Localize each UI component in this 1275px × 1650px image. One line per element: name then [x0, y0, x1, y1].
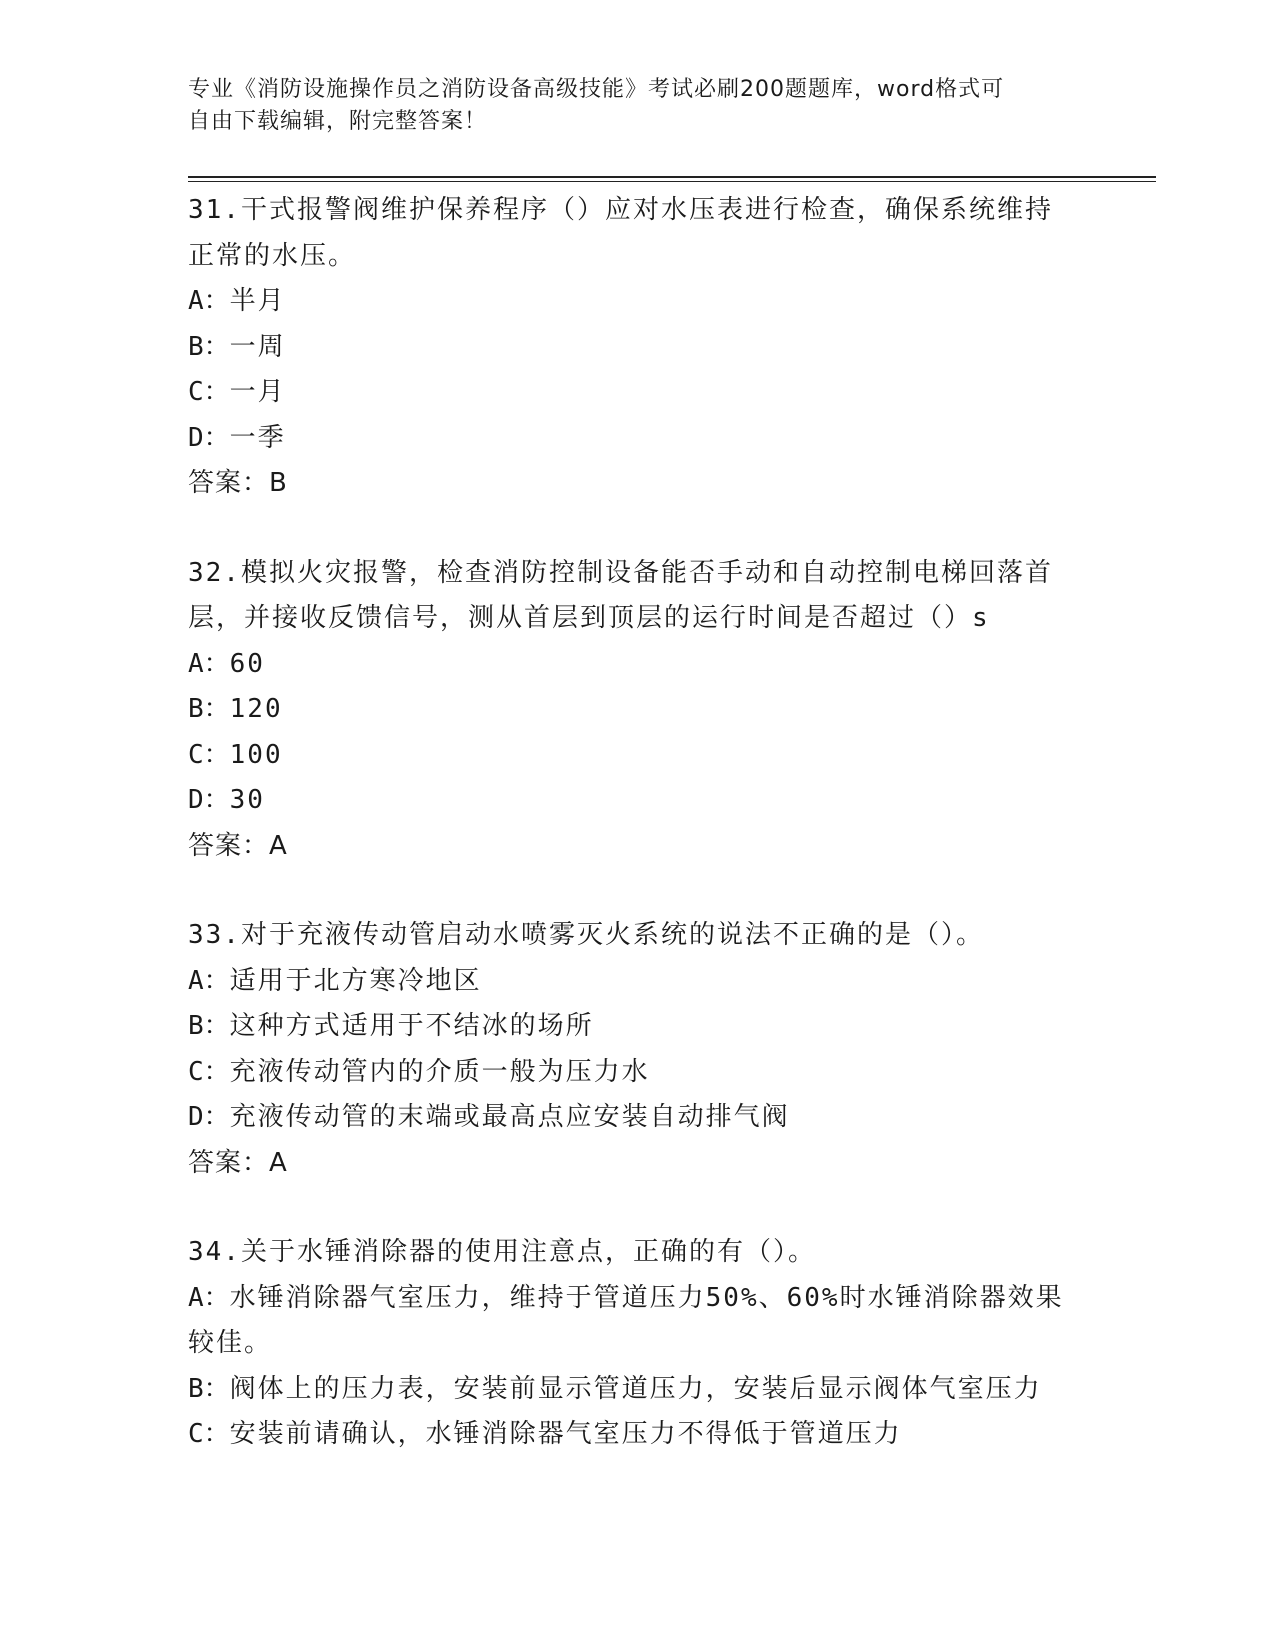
option-a [188, 279, 1088, 325]
option-key: D： [188, 422, 230, 453]
answer-line: 答案：B [188, 468, 288, 498]
question-stem-cont: 层，并接收反馈信号，测从首层到顶层的运行时间是否超过（）s [188, 603, 990, 633]
question-list [188, 188, 1088, 1502]
option-a [188, 1276, 1088, 1322]
option-key: B： [188, 694, 230, 724]
option-text: 一季 [229, 422, 286, 453]
question-stem: 33.对于充液传动管启动水喷雾灭火系统的说法不正确的是（）。 [188, 920, 984, 950]
option-text: 安装前请确认，水锤消除器气室压力不得低于管道压力 [229, 1419, 902, 1449]
option-text: 水锤消除器气室压力，维持于管道压力50%、60%时水锤消除器效果 [229, 1282, 1064, 1313]
answer-line: 答案：A [188, 830, 288, 861]
header-line-1: 专业《消防设施操作员之消防设备高级技能》考试必刷200题题库，word格式可 [188, 77, 1005, 102]
header-divider-thick [188, 176, 1156, 178]
option-text: 100 [229, 739, 283, 770]
option-c [188, 733, 1088, 779]
option-text: 60 [229, 648, 265, 679]
option-c [188, 1050, 1088, 1096]
question-32 [188, 551, 1088, 870]
option-d [188, 778, 1088, 824]
option-key: C： [188, 377, 230, 407]
option-d [188, 1095, 1088, 1141]
option-key: A： [188, 648, 230, 679]
option-a [188, 642, 1088, 688]
answer-line: 答案：A [188, 1147, 288, 1178]
option-text: 120 [229, 694, 283, 724]
option-key: A： [188, 965, 230, 996]
question-33 [188, 913, 1088, 1186]
option-text: 这种方式适用于不结冰的场所 [229, 1011, 594, 1041]
option-a [188, 959, 1088, 1005]
option-text: 充液传动管内的介质一般为压力水 [229, 1056, 650, 1087]
question-34 [188, 1230, 1088, 1458]
option-key: B： [188, 331, 230, 362]
option-key: C： [188, 1419, 230, 1449]
option-text: 半月 [229, 286, 286, 316]
option-key: B： [188, 1011, 230, 1041]
question-31 [188, 188, 1088, 507]
option-c [188, 370, 1088, 416]
option-b [188, 1004, 1088, 1050]
option-key: A： [188, 1282, 230, 1313]
option-d [188, 416, 1088, 462]
option-b [188, 325, 1088, 371]
option-a-cont: 较佳。 [188, 1328, 273, 1358]
option-text: 充液传动管的末端或最高点应安装自动排气阀 [229, 1102, 790, 1132]
option-text: 一月 [229, 377, 286, 407]
option-key: C： [188, 1056, 230, 1087]
question-stem-cont: 正常的水压。 [188, 240, 357, 271]
option-b [188, 1367, 1088, 1413]
question-stem: 31.干式报警阀维护保养程序（）应对水压表进行检查，确保系统维持 [188, 195, 1053, 225]
option-text: 一周 [229, 331, 286, 362]
option-b [188, 687, 1088, 733]
option-key: D： [188, 1102, 230, 1132]
option-key: B： [188, 1373, 230, 1404]
header-line-2: 自由下载编辑，附完整答案！ [188, 109, 488, 134]
document-header [188, 74, 1088, 138]
option-text: 阀体上的压力表，安装前显示管道压力，安装后显示阀体气室压力 [229, 1373, 1042, 1404]
option-text: 适用于北方寒冷地区 [229, 965, 482, 996]
option-key: A： [188, 286, 230, 316]
option-key: C： [188, 739, 230, 770]
header-divider-thin [188, 181, 1156, 182]
question-stem: 34.关于水锤消除器的使用注意点，正确的有（）。 [188, 1237, 816, 1267]
option-text: 30 [229, 785, 265, 815]
option-c [188, 1412, 1088, 1458]
question-stem: 32.模拟火灾报警，检查消防控制设备能否手动和自动控制电梯回落首 [188, 557, 1053, 588]
option-key: D： [188, 785, 230, 815]
